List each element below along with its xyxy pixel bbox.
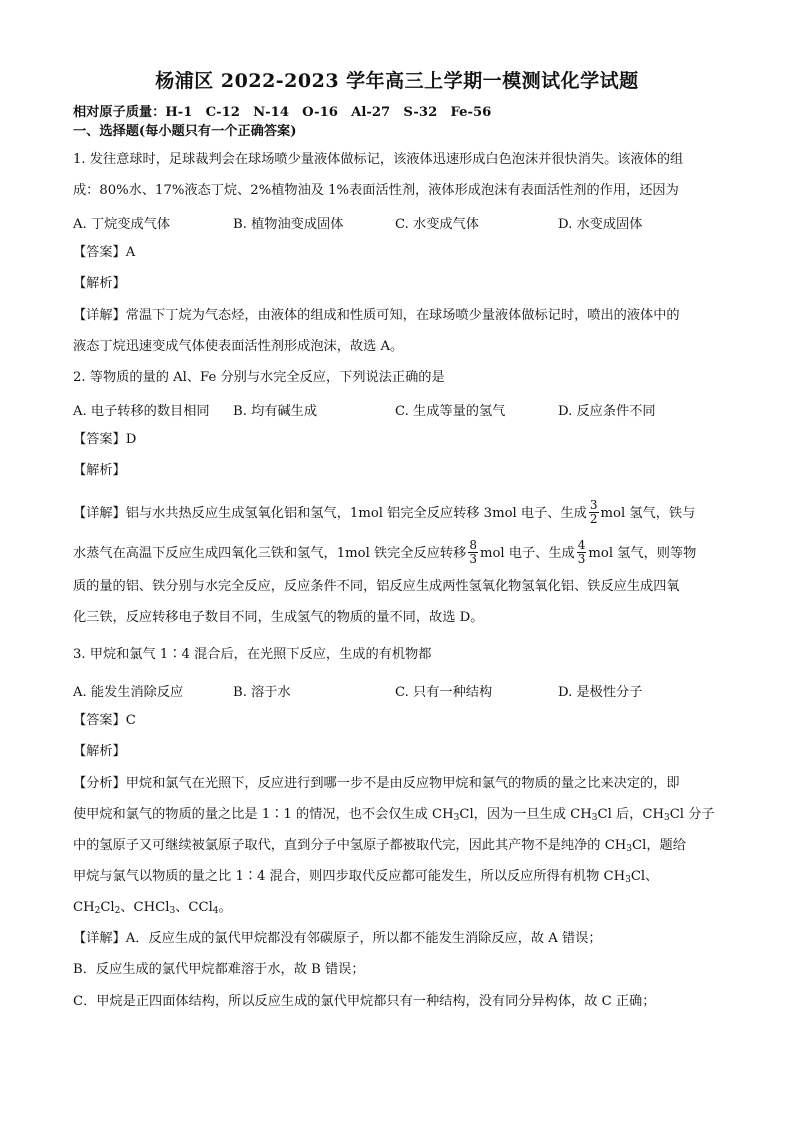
q1-option-a: A. 丁烷变成气体	[73, 217, 171, 232]
q3-analysis-line5-text: 。	[218, 900, 232, 915]
q3-analysis-line5-text: 、CCl	[175, 900, 213, 915]
q3-stem: 3. 甲烷和氯气 1∶4 混合后，在光照下反应，生成的有机物都	[73, 647, 432, 662]
subscript: 4	[212, 906, 219, 916]
fraction-eight-thirds	[468, 539, 478, 566]
q2-option-d: D. 反应条件不同	[558, 404, 656, 419]
fraction-numerator: 8	[469, 538, 477, 552]
fraction-three-halves	[589, 499, 599, 526]
q1-option-d: D. 水变成固体	[558, 217, 643, 232]
q2-detail-line2-text-a: 水蒸气在高温下反应生成四氧化三铁和氢气，1mol 铁完全反应转移	[73, 546, 467, 561]
subscript: 3	[453, 813, 460, 823]
fraction-denominator: 3	[469, 552, 477, 566]
subscript: 3	[663, 813, 670, 823]
q2-answer: 【答案】D	[73, 432, 137, 447]
atomic-mass-line: 相对原子质量：H-1 C-12 N-14 O-16 Al-27 S-32 Fe-56	[73, 105, 492, 120]
q2-detail-line1-text-b: mol 氢气，铁与	[600, 506, 696, 521]
q3-options	[73, 681, 733, 699]
q2-detail-line4: 化三铁，反应转移电子数目不同，生成氢气的物质的量不同，故选 D。	[73, 610, 484, 625]
q1-options	[73, 213, 733, 231]
fraction-numerator: 3	[589, 498, 598, 512]
section-heading: 一、选择题(每小题只有一个正确答案)	[73, 124, 297, 139]
q1-stem-line1: 1. 发往意球时，足球裁判会在球场喷少量液体做标记，该液体迅速形成白色泡沫并很快消失。该液体的组	[73, 152, 684, 167]
q3-detail-line3: C．甲烷是正四面体结构，所以反应生成的氯代甲烷都只有一种结构，没有同分异构体，故 C 正确；	[73, 994, 656, 1009]
q2-detail-line2-text-b: mol 电子、生成	[479, 546, 575, 561]
q3-analysis-line3-text: 中的氢原子又可继续被氯原子取代，直到分子中氢原子都被取代完，因此其产物不是纯净的 CH	[73, 838, 627, 853]
q3-option-a: A. 能发生消除反应	[73, 685, 184, 700]
q1-answer: 【答案】A	[73, 245, 136, 260]
q2-option-b: B. 均有碱生成	[233, 404, 318, 419]
q3-analysis-line5	[73, 899, 232, 917]
subscript: 2	[114, 906, 121, 916]
q2-detail-line1-text-a: 【详解】铝与水共热反应生成氢氧化铝和氢气，1mol 铝完全反应转移 3mol 电子、生成	[73, 506, 587, 521]
q3-analysis-line4-text: 甲烷与氯气以物质的量之比 1∶4 混合，则四步取代反应都可能发生，所以反应所得有机物 CH	[73, 869, 626, 884]
fraction-four-thirds	[577, 539, 587, 566]
q3-detail-line2: B．反应生成的氯代甲烷都难溶于水，故 B 错误；	[73, 962, 365, 977]
subscript: 3	[591, 813, 598, 823]
q3-analysis-line3-text: Cl，题给	[632, 838, 686, 853]
subscript: 3	[169, 906, 176, 916]
q2-options	[73, 400, 733, 418]
q1-detail-line1: 【详解】常温下丁烷为气态烃，由液体的组成和性质可知，在球场喷少量液体做标记时，喷出的液体中的	[73, 308, 680, 323]
q1-stem-line2: 成：80%水、17%液态丁烷、2%植物油及 1%表面活性剂，液体形成泡沫有表面活性剂的作用，还因为	[73, 183, 679, 198]
q2-option-a: A. 电子转移的数目相同	[73, 404, 210, 419]
q3-option-d: D. 是极性分子	[558, 685, 643, 700]
q2-detail-line1	[73, 500, 695, 527]
q2-stem: 2. 等物质的量的 Al、Fe 分别与水完全反应，下列说法正确的是	[73, 370, 445, 385]
q3-analysis-line5-text: CH	[73, 900, 95, 915]
q2-option-c: C. 生成等量的氢气	[395, 404, 506, 419]
fraction-numerator: 4	[577, 538, 586, 552]
q3-analysis-heading: 【解析】	[73, 744, 126, 759]
q3-analysis-line2-text: Cl 分子	[669, 807, 715, 822]
q3-analysis-line2-text: Cl 后，CH	[597, 807, 664, 822]
q3-analysis-line4-text: Cl、	[630, 869, 659, 884]
page-title: 杨浦区 2022-2023 学年高三上学期一模测试化学试题	[155, 70, 639, 92]
q2-detail-line3: 质的量的铝、铁分别与水完全反应，反应条件不同，铝反应生成两性氢氧化物氢氧化铝、铁反应生成四氧	[73, 579, 680, 594]
q1-analysis-heading: 【解析】	[73, 276, 126, 291]
q1-detail-line2: 液态丁烷迅速变成气体使表面活性剂形成泡沫，故选 A。	[73, 339, 404, 354]
q3-detail-line1: 【详解】A．反应生成的氯代甲烷都没有邻碳原子，所以都不能发生消除反应，故 A 错误；	[73, 931, 602, 946]
q2-analysis-heading: 【解析】	[73, 463, 126, 478]
q3-option-b: B. 溶于水	[233, 685, 291, 700]
q3-analysis-line2	[73, 806, 715, 824]
q1-option-b: B. 植物油变成固体	[233, 217, 344, 232]
q3-analysis-line1: 【分析】甲烷和氯气在光照下，反应进行到哪一步不是由反应物甲烷和氯气的物质的量之比来决定的，即	[73, 776, 680, 791]
q3-answer: 【答案】C	[73, 713, 136, 728]
q3-option-c: C. 只有一种结构	[395, 685, 493, 700]
subscript: 2	[94, 906, 101, 916]
q3-analysis-line5-text: 、CHCl	[120, 900, 170, 915]
fraction-denominator: 2	[589, 512, 598, 526]
q3-analysis-line5-text: Cl	[100, 900, 115, 915]
fraction-denominator: 3	[577, 552, 586, 566]
q2-detail-line2	[73, 540, 696, 567]
q2-detail-line2-text-c: mol 氢气，则等物	[588, 546, 697, 561]
subscript: 3	[625, 875, 631, 885]
q1-option-c: C. 水变成气体	[395, 217, 479, 232]
q3-analysis-line4	[73, 868, 658, 886]
subscript: 3	[626, 844, 633, 854]
q3-analysis-line3	[73, 837, 686, 855]
q3-analysis-line2-text: 使甲烷和氯气的物质的量之比是 1∶1 的情况，也不会仅生成 CH	[73, 807, 454, 822]
q3-analysis-line2-text: Cl，因为一旦生成 CH	[459, 807, 592, 822]
